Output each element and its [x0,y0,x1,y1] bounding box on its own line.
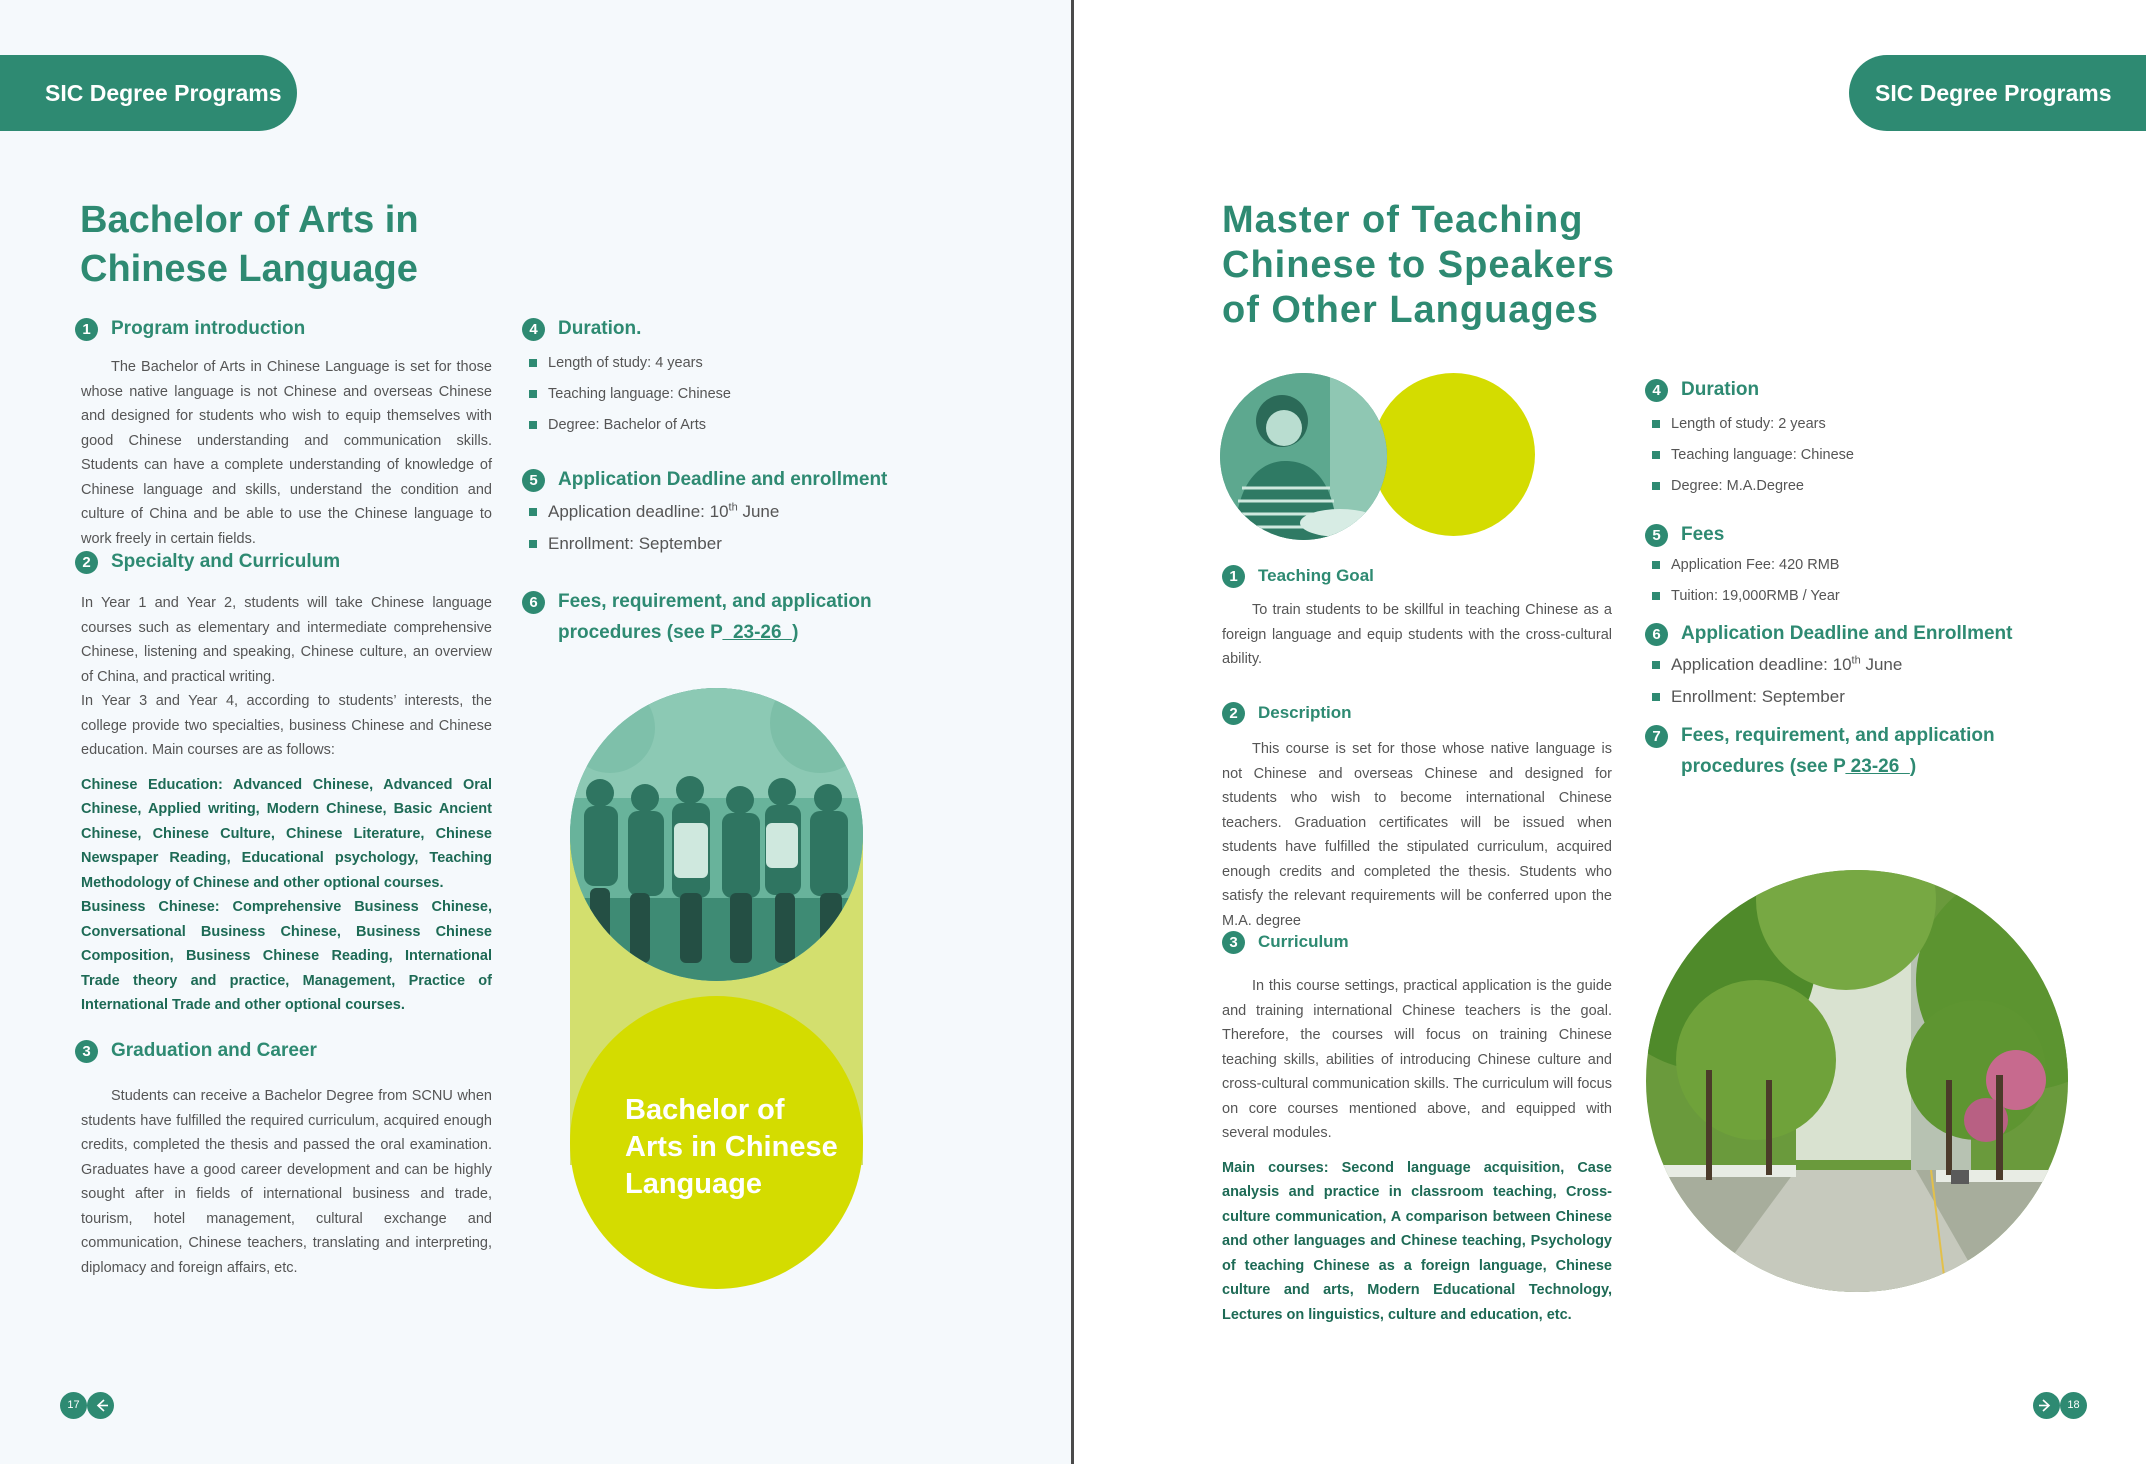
fees-list [1645,550,2085,612]
section-fees-procedures [522,589,962,650]
main-courses: Main courses: Second language acquisition, Case analysis and practice in classroom teaching, Cross-culture communication, A comparison between Chinese and other languages and Chinese teaching, Psychology of teaching Chinese as a foreign language, Chinese culture and arts, Modern Educational Technology, Lectures on linguistics, culture and education, etc. [1222,1159,1612,1323]
section-title: Teaching Goal [1258,566,1374,585]
group-photo-image [570,688,863,981]
course-list-business: Business Chinese: Comprehensive Business Chinese, Conversational Business Chinese, Business Chinese Composition, Business Chinese Reading, International Trade theory and practice, Management, Practice of International Trade and other optional courses. [81,899,492,1013]
list-item: Teaching language: Chinese [528,379,942,410]
section-number: 6 [522,591,545,614]
section-graduation-career [75,1038,492,1280]
deadline-list [1645,649,2115,712]
list-item: Application Fee: 420 RMB [1651,550,2085,581]
teacher-photo-image [1220,373,1387,540]
section-deadline-enrollment [522,467,962,559]
section-title: Fees, requirement, and application [558,591,872,612]
section-text: To train students to be skillful in teaching Chinese as a foreign language and equip students with the cross-cultural ability. [1222,602,1612,667]
list-item: Teaching language: Chinese [1651,440,2085,471]
section-number: 7 [1645,725,1668,748]
lime-circle [1372,373,1535,536]
duration-list [522,348,942,441]
list-item: Length of study: 2 years [1651,409,2085,440]
list-item: Tuition: 19,000RMB / Year [1651,581,2085,612]
page-reference-link[interactable]: 23-26 [722,622,793,643]
section-text: In this course settings, practical application is the guide and training international Chinese teachers is the goal. Therefore, the courses will focus on training Chinese teaching skills, abilities of introducing Chinese culture and cross-cultural communication skills. The curriculum will focus on core courses mentioned above, and equipped with several modules. [1222,978,1612,1141]
section-number: 6 [1645,623,1668,646]
section-number: 4 [522,318,545,341]
section-program-introduction [75,316,492,551]
section-title: Duration [1681,379,1760,400]
list-item: Application deadline: 10th June [528,496,962,528]
page-number: 17 [60,1392,87,1419]
section-number: 1 [75,318,98,341]
section-number: 5 [522,469,545,492]
section-title: Graduation and Career [111,1040,317,1061]
campus-road-image [1646,870,2068,1292]
campus-road-photo [1646,870,2068,1292]
section-number: 1 [1222,565,1245,588]
header-tab: SIC Degree Programs [0,55,297,131]
list-item: Degree: Bachelor of Arts [528,410,942,441]
left-page [0,0,1072,1464]
section-deadline-enrollment [1645,621,2115,712]
badge-line: Language [625,1168,762,1200]
group-photo [570,688,863,981]
section-number: 3 [1222,931,1245,954]
page-reference: procedures (see P 23-26 ) [558,622,799,643]
section-title: Program introduction [111,318,306,339]
section-text: Students can receive a Bachelor Degree from SCNU when students have fulfilled the required curriculum, acquired enough credits, completed the thesis and passed the oral examination. Graduates have a good career development and can be highly sought after in fields of international business and trade, tourism, hotel management, cultural exchange and communication, Chinese teachers, translating and interpreting, diplomacy and foreign affairs, etc. [81,1088,492,1276]
title-line: Master of Teaching [1222,199,1584,241]
list-item: Degree: M.A.Degree [1651,471,2085,502]
section-number: 4 [1645,379,1668,402]
title-line: Chinese to Speakers [1222,244,1615,286]
section-title: Specialty and Curriculum [111,551,341,572]
page-reference: procedures (see P 23-26 ) [1681,756,1917,777]
section-title: Fees [1681,524,1725,545]
list-item: Application deadline: 10th June [1651,649,2115,681]
section-text: The Bachelor of Arts in Chinese Language is set for those whose native language is not Chinese and overseas Chinese and designed for students who wish to equip themselves with good Chinese understanding and communication skills. Students can have a complete understanding of knowledge of Chinese language and skills, understand the condition and culture of China and be able to use the Chinese language to work freely in certain fields. [81,359,492,547]
section-number: 3 [75,1040,98,1063]
section-title: Description [1258,703,1352,722]
section-curriculum [1222,929,1612,1327]
section-title: Curriculum [1258,932,1349,951]
title-line: of Other Languages [1222,289,1599,331]
arrow-left-icon [87,1392,114,1419]
next-page-button[interactable] [2033,1392,2060,1419]
program-badge [570,996,863,1289]
section-title: Fees, requirement, and application [1681,725,1995,746]
section-duration [522,316,942,441]
title-line: Bachelor of Arts in [80,199,419,241]
section-duration [1645,377,2085,502]
section-title: Application Deadline and enrollment [558,469,888,490]
section-teaching-goal [1222,563,1612,672]
deadline-list [522,496,962,559]
arrow-right-icon [2033,1392,2060,1419]
page-title [80,196,419,294]
list-item: Enrollment: September [528,528,962,560]
section-specialty-curriculum [75,549,492,1018]
teacher-photo [1220,373,1387,540]
section-fees-procedures [1645,723,2115,784]
prev-page-button[interactable] [87,1392,114,1419]
title-line: Chinese Language [80,248,418,290]
section-number: 2 [1222,702,1245,725]
list-item: Enrollment: September [1651,681,2115,713]
page-reference-link[interactable]: 23-26 [1845,756,1910,777]
header-tab: SIC Degree Programs [1849,55,2146,131]
page-title [1222,198,1615,333]
section-title: Application Deadline and Enrollment [1681,623,2013,644]
right-page [1074,0,2146,1464]
duration-list [1645,409,2085,502]
section-number: 2 [75,551,98,574]
section-number: 5 [1645,524,1668,547]
course-list-education: Chinese Education: Advanced Chinese, Advanced Oral Chinese, Applied writing, Modern Chinese, Basic Ancient Chinese, Chinese Culture, Chinese Literature, Chinese Newspaper Reading, Educational psychology, Teaching Methodology of Chinese and other optional courses. [81,776,492,891]
section-description [1222,700,1612,933]
section-text: This course is set for those whose native language is not Chinese and overseas Chinese and designed for students who wish to become international Chinese teachers. Graduation certificates will be issued when students have fulfilled the stipulated curriculum, acquired enough credits and completed the thesis. Students who satisfy the relevant requirements will be conferred upon the M.A. degree [1222,741,1612,929]
section-text: In Year 3 and Year 4, according to students’ interests, the college provide two specialties, business Chinese and Chinese education. Main courses are as follows: [81,693,492,758]
section-title: Duration. [558,318,642,339]
section-text: In Year 1 and Year 2, students will take Chinese language courses such as elementary and intermediate comprehensive Chinese, listening and speaking, Chinese culture, an overview of China, and practical writing. [81,595,492,685]
badge-line: Bachelor of [625,1094,785,1126]
page-number: 18 [2060,1392,2087,1419]
list-item: Length of study: 4 years [528,348,942,379]
section-fees [1645,522,2085,612]
badge-line: Arts in Chinese [625,1131,838,1163]
